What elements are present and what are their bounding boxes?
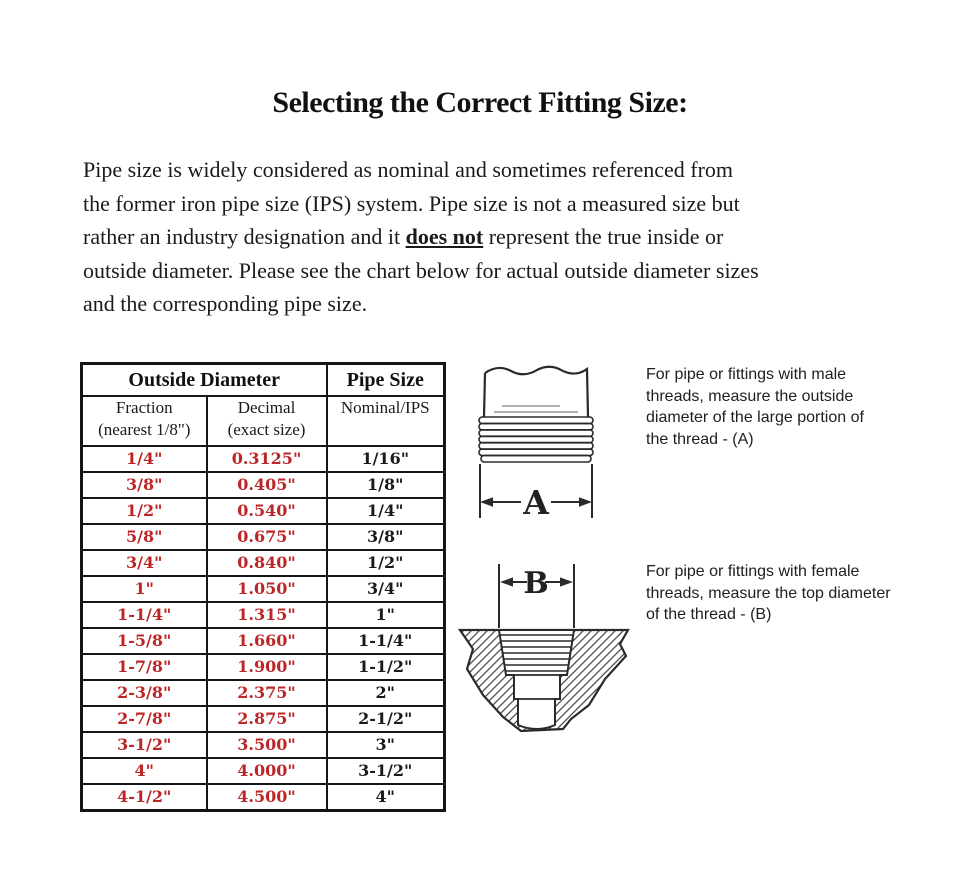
table-row [82, 706, 445, 732]
paragraph-line: outside diameter. Please see the chart below for actual outside diameter sizes [83, 257, 759, 283]
fraction-cell: 3/8" [82, 472, 207, 498]
decimal-cell: 0.840" [207, 550, 327, 576]
nominal-cell: 3-1/2" [327, 758, 445, 784]
table-subheader-row [82, 396, 445, 446]
nominal-cell: 4" [327, 784, 445, 811]
nominal-cell: 1/2" [327, 550, 445, 576]
emphasis-does-not: does not [405, 224, 484, 249]
header-outside-diameter: Outside Diameter [82, 364, 327, 397]
decimal-cell: 4.000" [207, 758, 327, 784]
decimal-cell: 1.660" [207, 628, 327, 654]
nominal-cell: 1/8" [327, 472, 445, 498]
decimal-cell: 0.540" [207, 498, 327, 524]
fraction-cell: 1-1/4" [82, 602, 207, 628]
table-row [82, 446, 445, 472]
header-pipe-size: Pipe Size [327, 364, 445, 397]
table-row [82, 472, 445, 498]
fraction-cell: 4-1/2" [82, 784, 207, 811]
female-fitting-diagram [448, 558, 640, 740]
fraction-cell: 3/4" [82, 550, 207, 576]
decimal-cell: 2.375" [207, 680, 327, 706]
male-fitting-diagram [458, 356, 630, 526]
arrow-right-icon [560, 577, 573, 586]
table-row [82, 784, 445, 811]
table-row [82, 654, 445, 680]
table-group-header-row [82, 364, 445, 397]
dimension-label-b: B [523, 566, 549, 601]
page-title: Selecting the Correct Fitting Size: [272, 86, 688, 119]
table-row [82, 732, 445, 758]
fraction-cell: 3-1/2" [82, 732, 207, 758]
fraction-cell: 1" [82, 576, 207, 602]
table-row [82, 758, 445, 784]
nominal-cell: 2" [327, 680, 445, 706]
fraction-cell: 1-5/8" [82, 628, 207, 654]
decimal-cell: 1.050" [207, 576, 327, 602]
decimal-cell: 4.500" [207, 784, 327, 811]
table-row [82, 576, 445, 602]
table-row [82, 524, 445, 550]
decimal-cell: 1.315" [207, 602, 327, 628]
fraction-cell: 1-7/8" [82, 654, 207, 680]
nominal-cell: 3/4" [327, 576, 445, 602]
nominal-cell: 1/4" [327, 498, 445, 524]
female-annotation: For pipe or fittings with female threads, measure the top diameter of the thread - (B) [646, 563, 891, 623]
decimal-cell: 3.500" [207, 732, 327, 758]
fraction-cell: 2-7/8" [82, 706, 207, 732]
fraction-cell: 2-3/8" [82, 680, 207, 706]
dimension-label-a: A [523, 483, 549, 522]
table-row [82, 628, 445, 654]
nominal-cell: 1" [327, 602, 445, 628]
nominal-cell: 2-1/2" [327, 706, 445, 732]
nominal-cell: 1-1/2" [327, 654, 445, 680]
decimal-cell: 0.405" [207, 472, 327, 498]
pipe-size-table [80, 362, 446, 812]
nominal-cell: 1/16" [327, 446, 445, 472]
decimal-cell: 1.900" [207, 654, 327, 680]
arrow-right-icon [579, 497, 592, 507]
header-decimal: Decimal (exact size) [207, 396, 327, 446]
nominal-cell: 3/8" [327, 524, 445, 550]
fraction-cell: 5/8" [82, 524, 207, 550]
decimal-cell: 2.875" [207, 706, 327, 732]
table-row [82, 602, 445, 628]
nominal-cell: 3" [327, 732, 445, 758]
fraction-cell: 1/2" [82, 498, 207, 524]
fraction-cell: 1/4" [82, 446, 207, 472]
paragraph-line: the former iron pipe size (IPS) system. Pipe size is not a measured size but [83, 190, 740, 216]
header-nominal-ips: Nominal/IPS [327, 396, 445, 446]
arrow-left-icon [500, 577, 513, 586]
paragraph-line: rather an industry designation and it does not represent the true inside or [83, 224, 724, 249]
arrow-left-icon [480, 497, 493, 507]
table-row [82, 498, 445, 524]
decimal-cell: 0.675" [207, 524, 327, 550]
paragraph-line: and the corresponding pipe size. [83, 291, 368, 316]
table-row [82, 680, 445, 706]
table-row [82, 550, 445, 576]
fraction-cell: 4" [82, 758, 207, 784]
male-annotation: For pipe or fittings with male threads, measure the outside diameter of the large portion of the thread - (A) [646, 366, 864, 448]
header-fraction: Fraction (nearest 1/8") [82, 396, 207, 446]
intro-paragraph [83, 153, 903, 321]
nominal-cell: 1-1/4" [327, 628, 445, 654]
decimal-cell: 0.3125" [207, 446, 327, 472]
paragraph-line: Pipe size is widely considered as nominal and sometimes referenced from [83, 157, 734, 182]
